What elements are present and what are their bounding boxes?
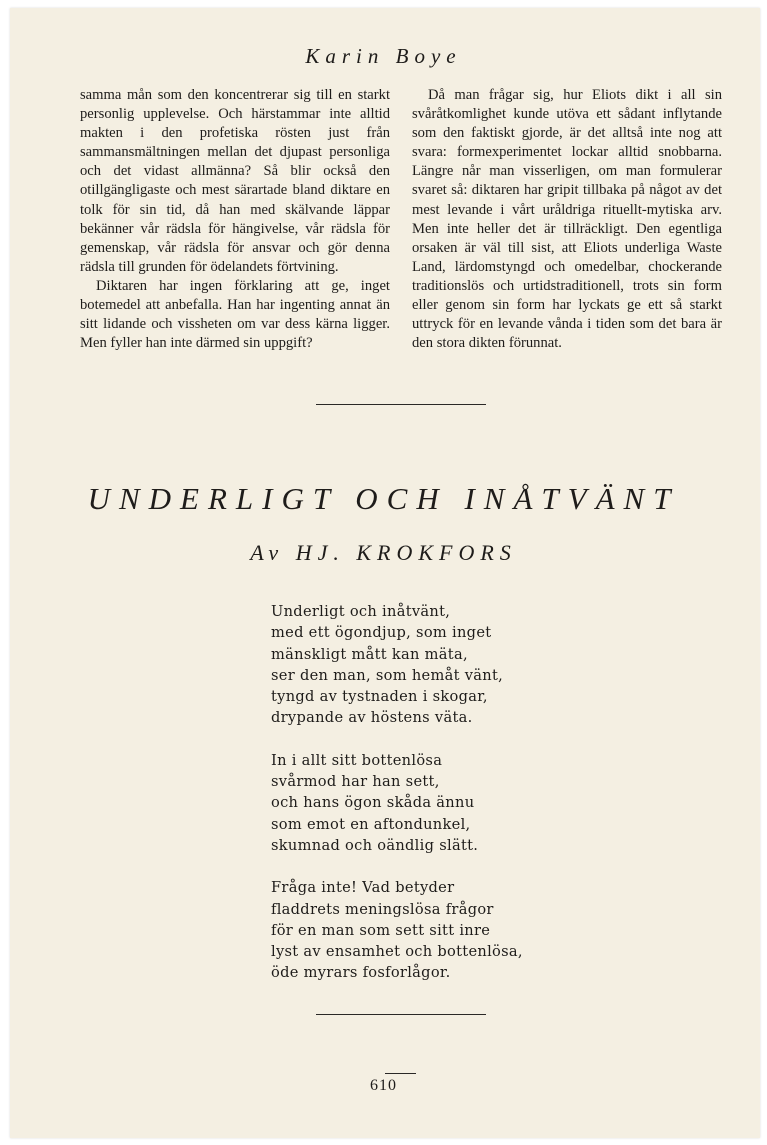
poem-line: mänskligt mått kan mäta, [271, 645, 468, 663]
poem-line: med ett ögondjup, som inget [271, 624, 492, 642]
poem-line: och hans ögon skåda ännu [271, 794, 475, 812]
poem-line: skumnad och oändlig slätt. [271, 836, 479, 854]
right-paragraph-1: Då man frågar sig, hur Eliots dikt i all sin svåråtkomlighet kunde utöva ett sådant inflytande som den faktiskt gjorde, är det alltså inte nog att svara: formexperimentet lockar alltid snobbarna. Längre når man visserligen, om man formulerar svaret så: diktaren har gripit tillbaka på något av det mest levande i vårt uråldriga rituellt-mytiska arv. Men inte heller det är tillräckligt. Den egentliga orsaken är väl till sist, att Eliots underliga Waste Land, lärdomstyngd och omedelbar, chockerande traditionslös och urtidstraditionell, trots sin form eller genom sin form har lyckats ge ett så starkt uttryck för en levande vånda i tiden som det bara är den stora dikten förunnat. [412, 87, 722, 352]
poem-line: svårmod har han sett, [271, 773, 440, 791]
poem-line: fladdrets meningslösa frågor [271, 900, 494, 918]
right-column [412, 86, 722, 353]
poem-stanza-1 [271, 601, 571, 729]
poem-title: UNDERLIGT OCH INÅTVÄNT [87, 481, 680, 516]
page-number: 610 [370, 1077, 397, 1094]
section-divider-bottom [316, 1014, 486, 1015]
poem-body [271, 601, 571, 1005]
poem-line: lyst av ensamhet och bottenlösa, [271, 943, 523, 961]
poem-line: för en man som sett sitt inre [271, 921, 491, 939]
poem-line: ser den man, som hemåt vänt, [271, 666, 504, 684]
poem-line: drypande av höstens väta. [271, 709, 473, 727]
section-divider-top [316, 404, 486, 405]
poem-line: tyngd av tystnaden i skogar, [271, 688, 488, 706]
poem-line: öde myrars fosforlågor. [271, 964, 451, 982]
left-paragraph-2: Diktaren har ingen förklaring att ge, inget botemedel att anbefalla. Han har ingenting annat än sitt lidande och vissheten om var dess kärna ligger. Men fyller han inte därmed sin uppgift? [80, 277, 390, 352]
page-number-rule [385, 1073, 416, 1074]
poem-stanza-2 [271, 750, 571, 856]
left-column [80, 86, 390, 353]
poem-stanza-3 [271, 877, 571, 983]
poem-byline: Av HJ. KROKFORS [250, 540, 517, 565]
running-head: Karin Boye [305, 44, 462, 68]
poem-line: In i allt sitt bottenlösa [271, 751, 443, 769]
poem-line: Underligt och inåtvänt, [271, 603, 451, 620]
poem-line: som emot en aftondunkel, [271, 815, 471, 833]
left-paragraph-1: samma mån som den koncentrerar sig till en starkt personlig upplevelse. Och härstammar inte alltid makten i den profetiska rösten just från sammansmältningen mellan det djupast personliga och det vidast allmänna? Så blir också den otillgängligaste och mest särartade bland diktare en tolk för sin tid, då han med skälvande läppar bekänner vår rädsla för hängivelse, vår rädsla för gemenskap, vår rädsla för ansvar och gör denna rädsla till grunden för ödelandets förtvining. [80, 87, 390, 275]
poem-line: Fråga inte! Vad betyder [271, 879, 455, 897]
